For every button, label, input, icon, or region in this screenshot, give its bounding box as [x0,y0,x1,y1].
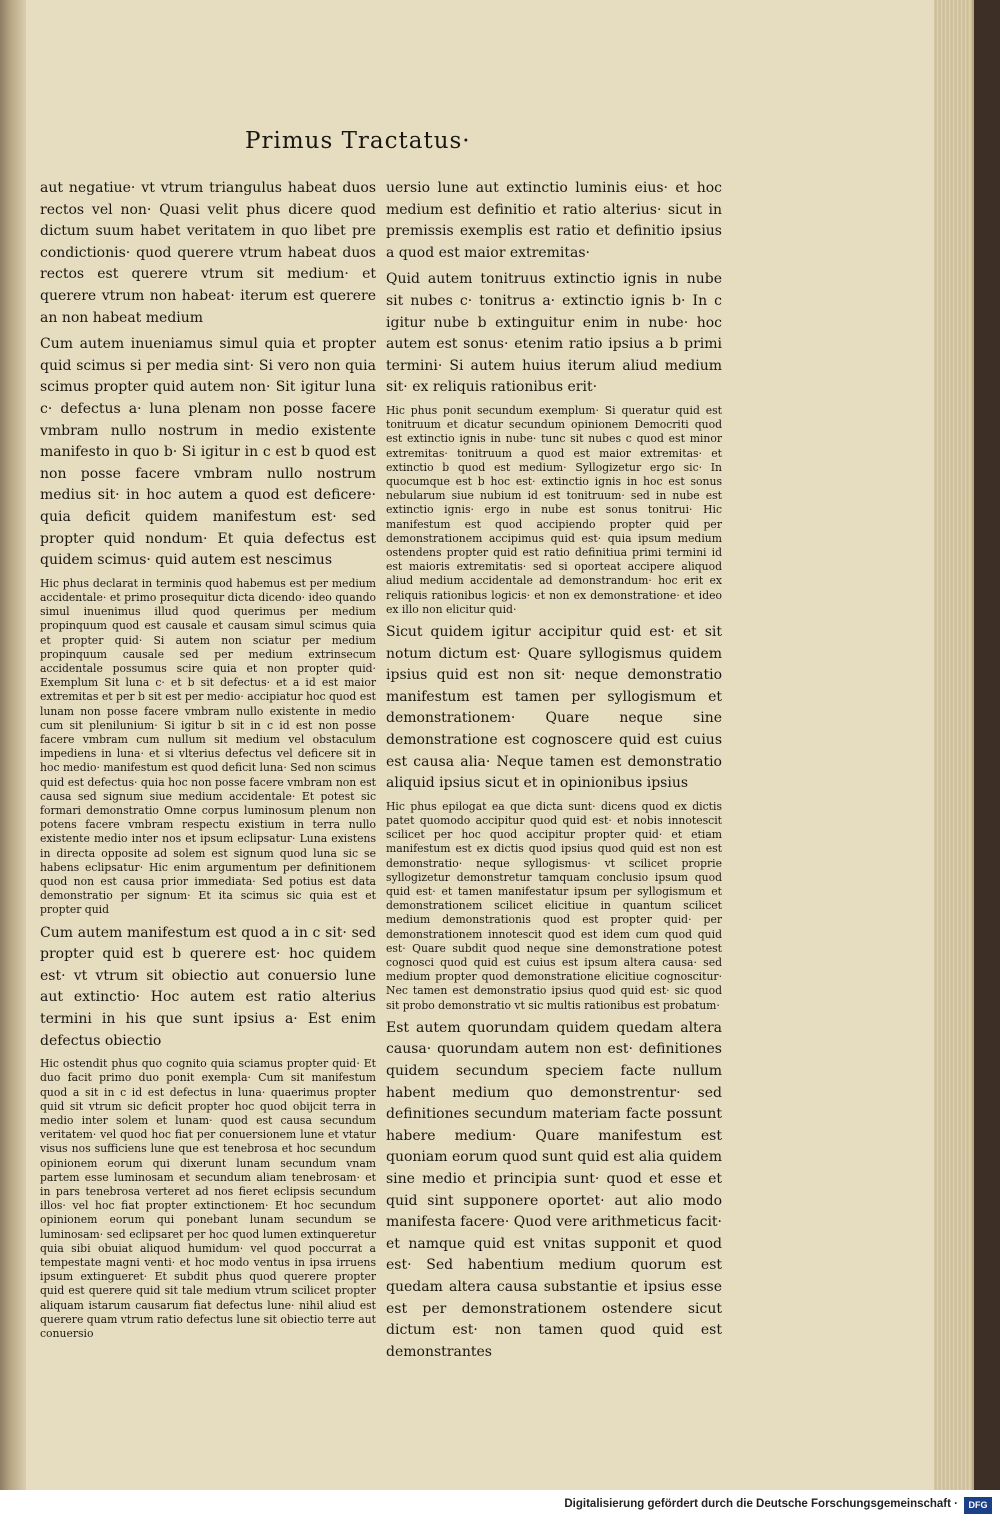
right-column [386,178,722,1368]
text-paragraph: Est autem quorundam quidem quedam altera causa· quorundam autem non est· definitiones quidem secundum speciem facte nullum habent medium quo demonstrentur· sed definitiones secundum materiam facte possunt habere medium· Quare manifestum est quoniam eorum quod sunt quid est alia quidem sine medio et principia sunt· quod et esse et quid sint supponere oportet· aut alio modo manifesta facere· Quod vere arithmeticus facit· et namque quid est vnitas supponit et quod est· Sed habentium medium quorum est quedam altera causa substantie et ipsius esse est per demonstrationem ostendere sicut dictum est· non tamen quod quid est demonstrantes [386,1019,722,1360]
page-edge [934,0,972,1490]
funding-credit: Digitalisierung gefördert durch die Deutsche Forschungsgemeinschaft · [564,1498,958,1510]
text-paragraph: Quid autem tonitruus extinctio ignis in nube sit nubes c· tonitrus a· extinctio ignis b· In c igitur nube b extinguitur enim in nube· hoc autem est sonus· etenim ratio ipsius a b primi termini· Si autem huius iterum aliud medium sit· ex reliquis rationibus erit· [386,271,722,396]
dfg-logo: DFG [964,1497,992,1514]
footer-bar [0,1490,1000,1521]
text-paragraph: Cum autem manifestum est quod a in c sit· sed propter quid est b querere est· hoc quidem est· vt vtrum sit obiectio aut conuersio lune aut extinctio· Hoc autem est ratio alterius termini in his que sunt ipsius a· Est enim defectus obiectio [40,924,376,1049]
text-paragraph: Cum autem inueniamus simul quia et propter quid scimus si per media sint· Si vero non quia scimus propter quid autem non· Sit igitur luna c· defectus a· luna plenam non posse facere vmbram nullo nostrum in medio existente manifesto in quo b· Si igitur in c est b quod est non posse facere vmbram nullo nostrum medius sit· in hoc autem a quod est deficere· quia deficit quidem manifestum est· sed propter quid nondum· Et quia defectus est quidem scimus· quid autem est nescimus [40,336,376,569]
text-paragraph: Sicut quidem igitur accipitur quid est· et sit notum dictum est· Quare syllogismus quidem ipsius quid est non sit· neque demonstratio manifestum est tamen per syllogismum et demonstrationem· Quare neque sine demonstratione est cognoscere quid est cuius est causa alia· Neque tamen est demonstratio aliquid ipsius sicut et in opinionibus ipsius [386,623,722,792]
binding-gutter [0,0,26,1490]
commentary-paragraph: Hic ostendit phus quo cognito quia sciamus propter quid· Et duo facit primo duo ponit exempla· Cum sit manifestum quod a sit in c id est defectus in luna· quaerimus propter quid sit vtrum sic deficit propter hoc quod obijcit terra in medio inter solem et lunam· quod est causa secundum veritatem· vel quod hoc fiat per conuersionem lune et vtatur visus nos sufficiens lune que est tenebrosa et hoc secundum opinionem eorum qui dixerunt lunam secundum vnam partem esse luminosam et secundum aliam tenebrosam· et in pars tenebrosa verteret ad nos fieret eclipsis secundum illos· vel hoc fiat propter extinctionem· Et hoc secundum opinionem eorum qui ponebant lunam secundum se luminosam· sed eclipsaret per hoc quod lumen extinqueretur quia sibi obuiat aliquod humidum· vel quod poccurrat a tempestate magni venti· et hoc modo ventus in ipsa irruens ipsum extingueret· Et subdit phus quod querere propter quid est querere quid sit tale medium vtrum scilicet propter aliquam istarum causarum fiat defectus lune· nihil aliud est querere quam vtrum ratio defectus lune sit obiectio terre aut conuersio [40,1057,376,1340]
text-paragraph: uersio lune aut extinctio luminis eius· et hoc medium est definitio et ratio alterius· sicut in premissis exemplis est ratio et definitio ipsius a quod est maior extremitas· [386,180,722,261]
left-column [40,178,376,1346]
running-header: Primus Tractatus· [245,128,471,154]
commentary-paragraph: Hic phus ponit secundum exemplum· Si queratur quid est tonitruum et dicatur secundum opinionem Democriti quod est extinctio ignis in nube· tunc sit nubes c quod est minor extremitas· tonitruum a quod est maior extremitas· et extinctio b quod est medium· Syllogizetur ergo sic· In quocumque est b hoc est· extinctio ignis in hoc est sonus nebularum siue nubium id est tonitruum· sed in nube est extinctio ignis· ergo in nube est sonus tonitrui· Hic manifestum est quod accipiendo propter quid per demonstrationem accipimus quid est· quia ipsum medium ostendens propter quid est ratio definitiua primi termini id est maioris extremitatis· sed si oporteat accipere aliquod aliud medium accidentale ad demonstrandum· hoc erit ex reliquis rationibus logicis· et non ex demonstratione· et ideo ex illo non elicitur quid· [386,403,722,616]
commentary-paragraph: Hic phus declarat in terminis quod habemus est per medium accidentale· et primo prosequitur dicta dicendo· ideo quando simul inuenimus illud quod querimus per medium propinquum quod est causale et causam simul scimus quia et propter quid· Si autem non sciatur per medium propinquum causale sed per medium extrinsecum accidentale possumus scire quia et non propter quid· Exemplum Sit luna c· et b sit defectus· et a id est maior extremitas et per b sit est per medio· accipiatur hoc quod est lunam non posse facere vmbram nullo existente in medio cum sit plenilunium· Si igitur b sit in c id est non posse facere vmbram cum nullum sit medium vel obstaculum impediens in luna· et si vlterius defectus vel deficere sit in hoc medio· manifestum est quod deficit luna· Sed non scimus quid est defectus· quia hoc non posse facere vmbram non est causa sed signum siue medium accidentale· Et potest sic formari demonstratio Omne corpus luminosum plenum non potens facere vmbram respectu existium in terra nullo existente medio inter nos et ipsum eclipsatur· Luna existens in directa opposite ad solem est signum quod luna sic se habens eclipsatur· Hic enim argumentum per definitionem quod non est causa prior immediata· Sed potius est data demonstratio per signum· Et ita scimus sic quia est et propter quid [40,576,376,917]
commentary-paragraph: Hic phus epilogat ea que dicta sunt· dicens quod ex dictis patet quomodo accipitur quod quid est· et nobis innotescit scilicet per hoc quod accipitur propter quid· et etiam manifestum est ex dictis quod ipsius quod quid est non est demonstratio· neque syllogismus· vt scilicet proprie syllogizetur demonstretur tamquam conclusio ipsum quod quid est· et tamen manifestatur ipsum per syllogismum et demonstrationem scilicet elicitiue in quantum scilicet medium demonstrationis quod est propter quid· per demonstrationem innotescit quod est idem cum quod quid est· Quare subdit quod neque sine demonstratione potest cognosci quod quid est cuius est ipsum altera causa· sed medium propter quod demonstratione elicitiue cognoscitur· Nec tamen est demonstratio ipsius quod quid est· sic quod sit probo demonstratio vt sic multis rationibus est probatum· [386,799,722,1012]
text-paragraph: aut negatiue· vt vtrum triangulus habeat duos rectos vel non· Quasi velit phus dicere quod dictum suum habet veritatem in quo libet pre condictionis· quod querere vtrum habeat duos rectos est querere vtrum sit medium· et querere vtrum non habeat· iterum est querere an non habeat medium [40,180,376,326]
